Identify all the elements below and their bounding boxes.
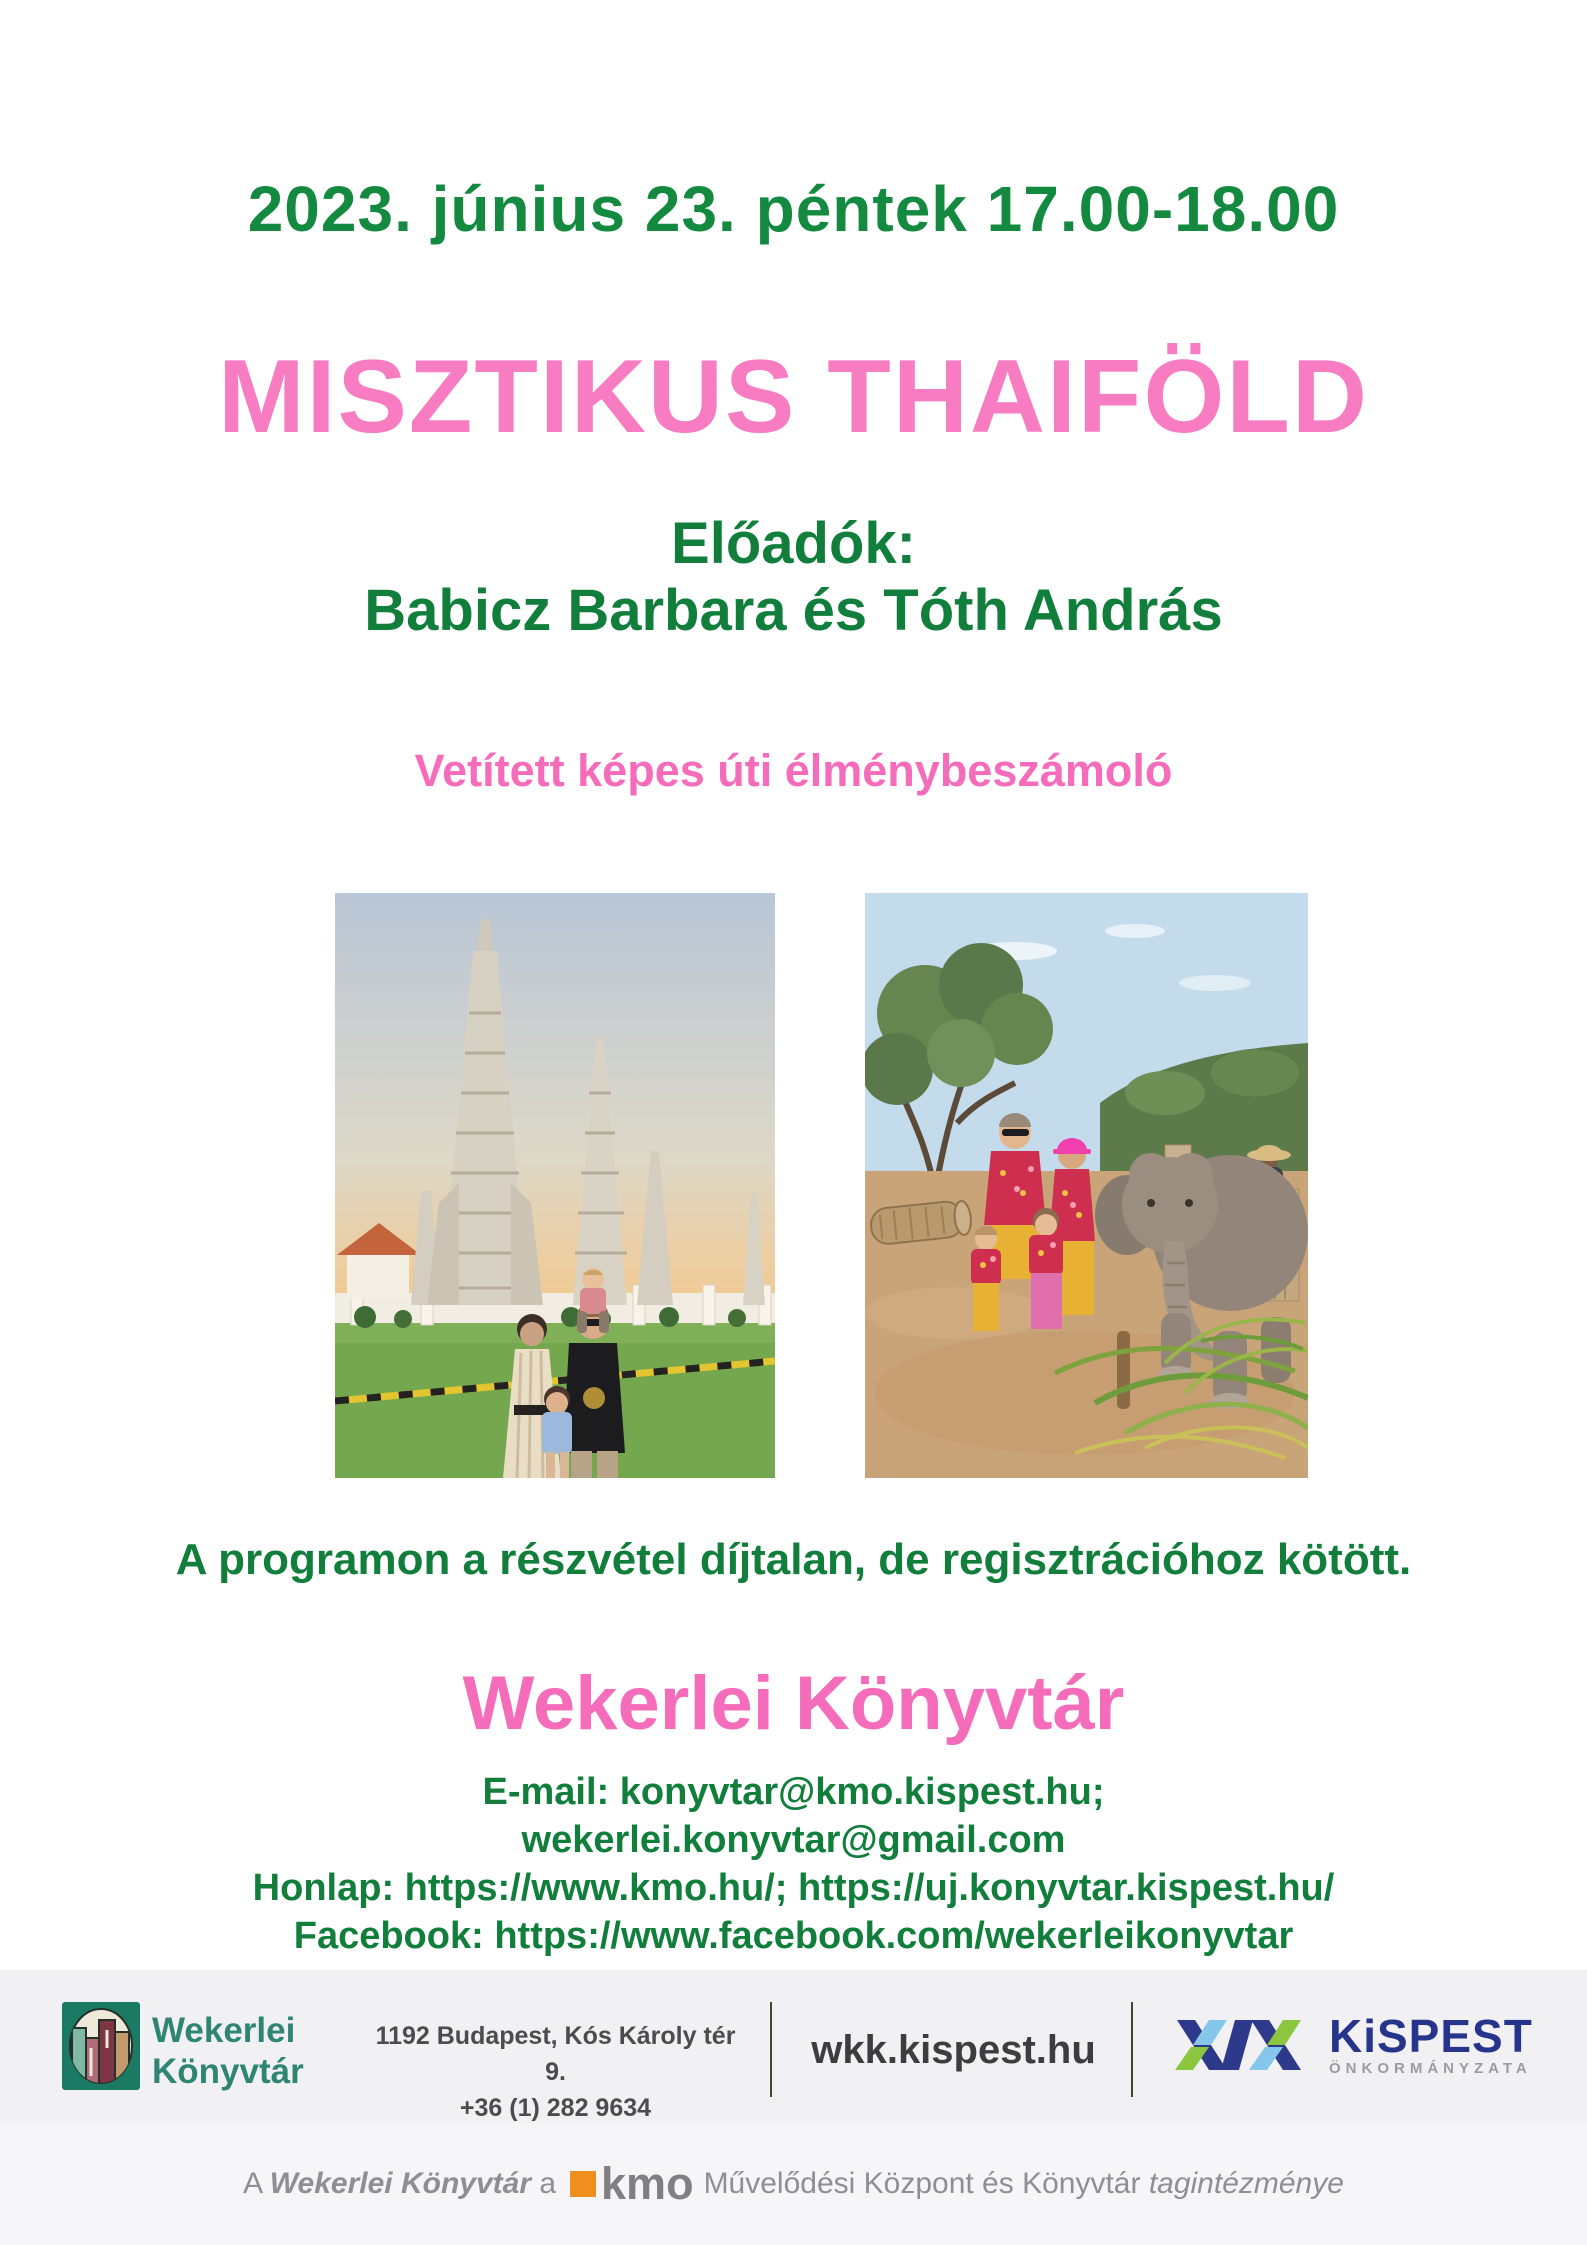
temple-family-photo [335, 893, 775, 1478]
affiliation-prefix: A [243, 2167, 270, 2200]
footer-divider [770, 2002, 772, 2097]
footer-library-name [152, 2010, 304, 2092]
footer-divider [1131, 2002, 1133, 2097]
event-title: MISZTIKUS THAIFÖLD [217, 339, 1369, 455]
kmo-affiliation-bar [0, 2123, 1587, 2245]
affiliation-library-name: Wekerlei Könyvtár [269, 2167, 531, 2200]
address-line: 1192 Budapest, Kós Károly tér 9. [375, 2022, 736, 2086]
footer-library-name-line2: Könyvtár [152, 2052, 304, 2091]
kispest-logo [1165, 2010, 1533, 2077]
wekerlei-library-logo-icon [62, 2002, 140, 2090]
contact-email-line-2: wekerlei.konyvtar@gmail.com [521, 1819, 1066, 1861]
kispest-text-block [1329, 2010, 1533, 2077]
footer-website: wkk.kispest.hu [811, 2028, 1096, 2072]
phone-line: +36 (1) 282 9634 [459, 2094, 652, 2122]
kmo-square-icon [570, 2171, 596, 2197]
affiliation-suffix: tagintézménye [1148, 2167, 1344, 2200]
speakers-label: Előadók: [671, 511, 916, 576]
footer-library-name-line1: Wekerlei [152, 2011, 296, 2050]
footer-bar [0, 1970, 1587, 2123]
affiliation-org: Művelődési Központ és Könyvtár [703, 2167, 1149, 2200]
kispest-name: KiSPEST [1329, 2010, 1533, 2062]
footer-address [369, 2018, 742, 2126]
speakers-block [0, 510, 1587, 644]
contact-facebook-line: Facebook: https://www.facebook.com/wekerleikonyvtar [293, 1915, 1294, 1957]
kmo-logo-text: kmo [601, 2158, 694, 2209]
contact-website-line: Honlap: https://www.kmo.hu/; https://uj.konyvtar.kispest.hu/ [252, 1867, 1335, 1909]
elephant-family-photo [865, 893, 1308, 1478]
speakers-names: Babicz Barbara és Tóth András [364, 578, 1223, 643]
registration-note: A programon a részvétel díjtalan, de regisztrációhoz kötött. [175, 1535, 1412, 1584]
kispest-xix-icon [1165, 2014, 1315, 2076]
contact-block [0, 1768, 1587, 1960]
kmo-affiliation-line [243, 2158, 1344, 2209]
event-subtitle: Vetített képes úti élménybeszámoló [414, 745, 1173, 796]
event-date: 2023. június 23. péntek 17.00-18.00 [247, 173, 1340, 245]
photo-row [0, 893, 1587, 1478]
venue-name: Wekerlei Könyvtár [462, 1661, 1125, 1746]
kispest-subtitle: ÖNKORMÁNYZATA [1329, 2060, 1532, 2077]
affiliation-mid: a [531, 2167, 557, 2200]
contact-email-line: E-mail: konyvtar@kmo.kispest.hu; [482, 1771, 1105, 1813]
